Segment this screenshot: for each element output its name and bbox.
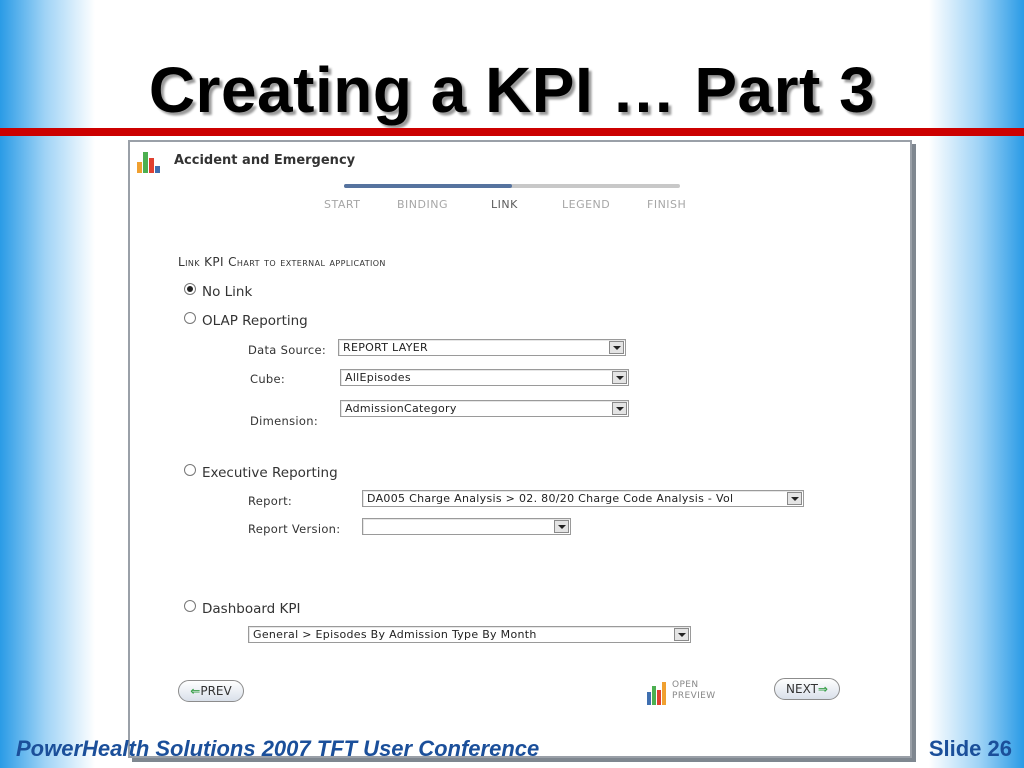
chevron-down-icon[interactable] bbox=[612, 371, 627, 384]
slide-title: Creating a KPI … Part 3 bbox=[148, 54, 876, 126]
wizard-progress bbox=[344, 184, 680, 188]
bar-chart-icon bbox=[136, 148, 162, 174]
chevron-down-icon[interactable] bbox=[612, 402, 627, 415]
wizard-progress-fill bbox=[344, 184, 512, 188]
arrow-right-icon: ⇒ bbox=[817, 682, 828, 696]
data-source-label: Data Source: bbox=[248, 343, 327, 357]
prev-label: PREV bbox=[200, 684, 232, 698]
executive-label: Executive Reporting bbox=[202, 465, 338, 481]
dimension-value: AdmissionCategory bbox=[345, 402, 457, 415]
data-source-select[interactable] bbox=[338, 339, 626, 356]
chevron-down-icon[interactable] bbox=[674, 628, 689, 641]
open-preview-button[interactable] bbox=[672, 680, 716, 702]
report-label: Report: bbox=[248, 494, 293, 508]
next-button[interactable] bbox=[774, 678, 840, 700]
wizard-step-finish[interactable]: FINISH bbox=[647, 198, 687, 211]
wizard-step-legend[interactable]: LEGEND bbox=[562, 198, 611, 211]
olap-label: OLAP Reporting bbox=[202, 313, 308, 329]
app-window bbox=[128, 140, 912, 758]
no-link-option[interactable] bbox=[184, 284, 252, 300]
wizard-step-link[interactable]: LINK bbox=[491, 198, 518, 211]
olap-radio[interactable] bbox=[184, 312, 196, 324]
open-preview-icon[interactable] bbox=[646, 678, 668, 706]
dashboard-label: Dashboard KPI bbox=[202, 601, 301, 617]
report-version-select[interactable] bbox=[362, 518, 571, 535]
open-preview-line2: PREVIEW bbox=[672, 691, 716, 701]
cube-select[interactable] bbox=[340, 369, 629, 386]
no-link-radio[interactable] bbox=[184, 283, 196, 295]
next-label: NEXT bbox=[786, 682, 818, 696]
dashboard-kpi-value: General > Episodes By Admission Type By Month bbox=[253, 628, 537, 641]
olap-option[interactable] bbox=[184, 313, 308, 329]
dashboard-radio[interactable] bbox=[184, 600, 196, 612]
report-value: DA005 Charge Analysis > 02. 80/20 Charge Code Analysis - Vol bbox=[367, 492, 734, 505]
dimension-select[interactable] bbox=[340, 400, 629, 417]
footer-conference: PowerHealth Solutions 2007 TFT User Conference bbox=[16, 736, 540, 761]
arrow-left-icon: ⇐ bbox=[190, 684, 201, 698]
no-link-label: No Link bbox=[202, 284, 253, 300]
cube-label: Cube: bbox=[250, 372, 286, 386]
data-source-value: REPORT LAYER bbox=[343, 341, 428, 354]
open-preview-line1: OPEN bbox=[672, 680, 699, 690]
executive-radio[interactable] bbox=[184, 464, 196, 476]
dashboard-kpi-select[interactable] bbox=[248, 626, 691, 643]
chevron-down-icon[interactable] bbox=[609, 341, 624, 354]
chevron-down-icon[interactable] bbox=[787, 492, 802, 505]
report-select[interactable] bbox=[362, 490, 804, 507]
section-heading: Link KPI Chart to external application bbox=[178, 255, 386, 269]
prev-button[interactable] bbox=[178, 680, 244, 702]
app-title: Accident and Emergency bbox=[174, 153, 356, 168]
cube-value: AllEpisodes bbox=[345, 371, 411, 384]
title-divider bbox=[0, 128, 1024, 136]
dimension-label: Dimension: bbox=[250, 414, 319, 428]
report-version-label: Report Version: bbox=[248, 522, 341, 536]
executive-option[interactable] bbox=[184, 465, 338, 481]
wizard-step-binding[interactable]: BINDING bbox=[397, 198, 448, 211]
wizard-step-start[interactable]: START bbox=[324, 198, 361, 211]
chevron-down-icon[interactable] bbox=[554, 520, 569, 533]
dashboard-option[interactable] bbox=[184, 601, 301, 617]
footer-slide-number: Slide 26 bbox=[928, 736, 1012, 761]
